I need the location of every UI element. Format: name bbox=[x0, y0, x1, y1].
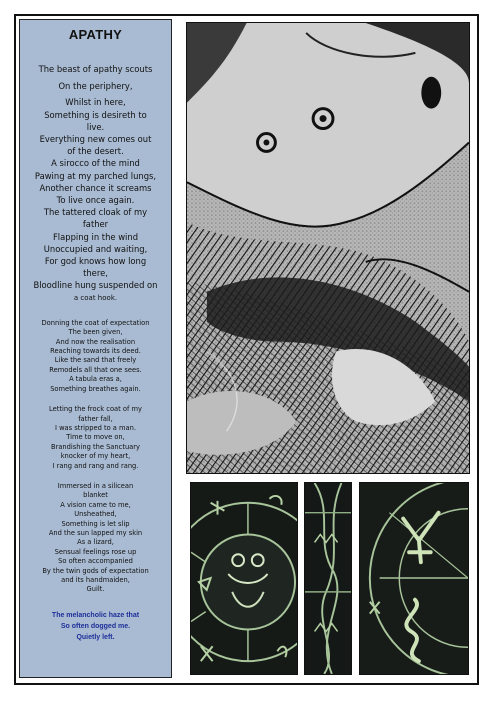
poem-line: I rang and rang and rang. bbox=[52, 461, 139, 470]
poem-line: Whilst in here, bbox=[65, 97, 126, 108]
poem-line: and its handmaiden, bbox=[61, 576, 130, 585]
poem-line: Time to move on, bbox=[66, 433, 125, 442]
poem-line: The tattered cloak of my bbox=[43, 207, 148, 218]
poem-line: live. bbox=[86, 121, 105, 132]
poem-line: Remodels all that one sees. bbox=[49, 365, 142, 374]
poem-line: So often accompanied bbox=[58, 557, 133, 566]
closing-lines bbox=[20, 610, 171, 643]
poem-line: To live once again. bbox=[56, 195, 135, 206]
poem-line: A tabula eras a, bbox=[69, 375, 122, 384]
poem-panel bbox=[19, 19, 172, 678]
poem-line: Unoccupied and waiting, bbox=[43, 243, 148, 254]
chalk-zodiac-panel-left bbox=[190, 482, 298, 675]
poem-line: On the periphery, bbox=[58, 81, 133, 92]
poem-line: Everything new comes out bbox=[39, 134, 152, 145]
stanza-3 bbox=[20, 405, 171, 471]
poem-line: Something breathes again. bbox=[50, 384, 141, 393]
poem-line: knocker of my heart, bbox=[60, 452, 131, 461]
poem-line: Flapping in the wind bbox=[52, 231, 139, 242]
poem-line: Guilt. bbox=[86, 585, 105, 594]
poem-line: of the desert. bbox=[67, 146, 124, 157]
poem-line: I was stripped to a man. bbox=[54, 423, 136, 432]
charcoal-drawing bbox=[186, 22, 470, 474]
poem-line: As a lizard, bbox=[77, 538, 114, 547]
poem-line: The been given, bbox=[68, 328, 123, 337]
closing-line: The melancholic haze that bbox=[51, 611, 140, 619]
poem-line: Immersed in a silicean bbox=[57, 481, 134, 490]
poem-line: Pawing at my parched lungs, bbox=[34, 170, 157, 181]
poem-line: there, bbox=[83, 268, 108, 279]
poem-line: A sirocco of the mind bbox=[51, 158, 140, 169]
poem-line: Unsheathed, bbox=[74, 510, 117, 519]
chalk-zodiac-panel-right bbox=[359, 482, 469, 675]
poem-line: Like the sand that freely bbox=[54, 356, 137, 365]
poem-line: Another chance it screams bbox=[39, 182, 152, 193]
poem-line: a coat hook. bbox=[73, 293, 118, 302]
poem-line: Letting the frock coat of my bbox=[49, 405, 142, 414]
poem-line: Brandishing the Sanctuary bbox=[51, 442, 140, 451]
poem-line: father bbox=[82, 219, 109, 230]
poem-title: APATHY bbox=[68, 27, 123, 42]
poem-line: Donning the coat of expectation bbox=[41, 318, 150, 327]
closing-line: So often dogged me. bbox=[60, 622, 131, 630]
stanza-4 bbox=[20, 482, 171, 595]
stanza-2 bbox=[20, 319, 171, 394]
poem-line: blanket bbox=[83, 491, 108, 500]
poem-line: And now the realisation bbox=[55, 337, 136, 346]
stanza-1 bbox=[20, 63, 171, 304]
closing-line: Quietly left. bbox=[76, 633, 115, 641]
poem-line: And the sun lapped my skin bbox=[48, 528, 143, 537]
poem-line: father fall, bbox=[78, 414, 113, 423]
poem-line: Reaching towards its deed. bbox=[50, 347, 141, 356]
poem-line: A vision came to me, bbox=[60, 500, 131, 509]
poem-line: For god knows how long bbox=[44, 256, 147, 267]
poem-line: The beast of apathy scouts bbox=[38, 64, 153, 74]
poem-line: By the twin gods of expectation bbox=[42, 566, 149, 575]
chalk-pattern-panel-middle bbox=[304, 482, 352, 675]
poem-line: Something is let slip bbox=[61, 519, 130, 528]
poem-line: Sensual feelings rose up bbox=[54, 547, 137, 556]
poem-line: Something is desireth to bbox=[44, 109, 147, 120]
poem-line: Bloodline hung suspended on bbox=[33, 280, 158, 291]
